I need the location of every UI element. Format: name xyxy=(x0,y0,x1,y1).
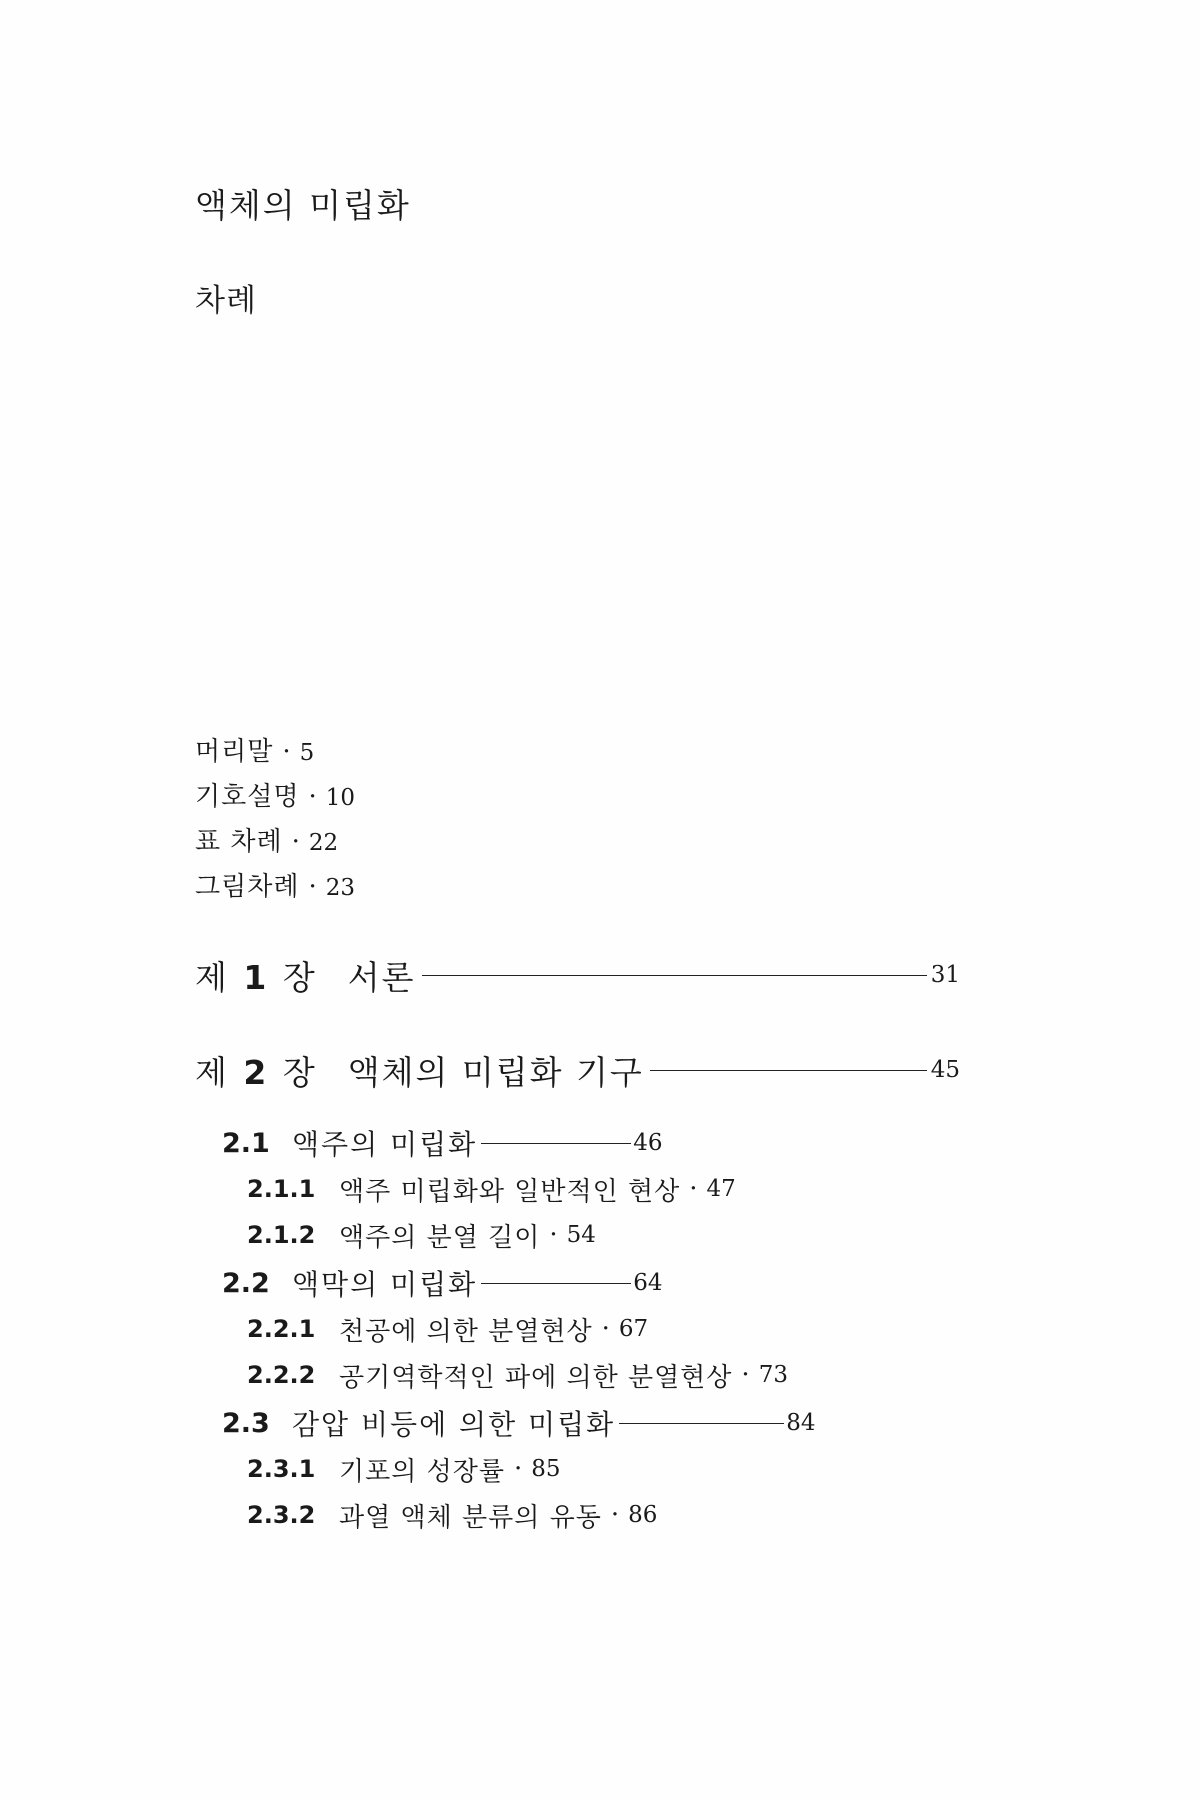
front-matter-label: 머리말 xyxy=(195,737,274,767)
section-title: 액막의 미립화 xyxy=(292,1268,478,1301)
section-number: 2.1 xyxy=(222,1127,270,1159)
chapter-number xyxy=(195,1047,318,1094)
subsection-number: 2.2.2 xyxy=(247,1361,316,1389)
leader-line xyxy=(481,1283,631,1284)
front-matter-item xyxy=(195,775,355,820)
page-number: 22 xyxy=(308,830,339,856)
page-number: 84 xyxy=(786,1410,816,1436)
page-number: 45 xyxy=(930,1057,960,1083)
subsection-title: 액주 미립화와 일반적인 현상 xyxy=(339,1176,681,1207)
page-number: 85 xyxy=(531,1456,561,1482)
separator-dot: · xyxy=(601,1314,610,1344)
section-entry xyxy=(222,1260,662,1306)
page-number: 67 xyxy=(618,1316,649,1342)
chapter-prefix: 제 xyxy=(195,957,230,997)
chapter-numeral: 2 xyxy=(243,1052,270,1092)
subsection-entry xyxy=(247,1166,736,1212)
subsection-entry xyxy=(247,1212,596,1258)
subsection-entry xyxy=(247,1446,561,1492)
front-matter-label: 그림차례 xyxy=(195,872,300,902)
page-number: 86 xyxy=(628,1502,658,1528)
subsection-title: 액주의 분열 길이 xyxy=(339,1222,541,1253)
subsection-entry xyxy=(247,1306,648,1352)
separator-dot: · xyxy=(513,1454,523,1484)
subsection-entry xyxy=(247,1352,788,1398)
section-entry xyxy=(222,1400,815,1446)
leader-line xyxy=(422,975,927,976)
front-matter-item xyxy=(195,820,355,865)
subsection-number: 2.3.2 xyxy=(247,1501,316,1529)
subsection-entry xyxy=(247,1492,657,1538)
section-title: 감압 비등에 의한 미립화 xyxy=(292,1408,616,1441)
subsection-number: 2.2.1 xyxy=(247,1315,316,1343)
subsection-title: 공기역학적인 파에 의한 분열현상 xyxy=(339,1362,733,1393)
chapter-suffix: 장 xyxy=(282,957,318,997)
subsection-title: 천공에 의한 분열현상 xyxy=(339,1316,593,1347)
subsection-title: 과열 액체 분류의 유동 xyxy=(339,1502,602,1533)
separator-dot: · xyxy=(549,1220,558,1250)
subsection-number: 2.3.1 xyxy=(247,1455,316,1483)
separator-dot: · xyxy=(282,737,291,767)
separator-dot: · xyxy=(610,1500,620,1530)
section-number: 2.3 xyxy=(222,1407,270,1439)
separator-dot: · xyxy=(308,872,317,902)
page-number: 5 xyxy=(299,740,315,766)
chapter-entry xyxy=(195,945,960,1005)
subsection-title: 기포의 성장률 xyxy=(339,1456,505,1487)
chapter-title: 서론 xyxy=(347,957,416,997)
chapter-numeral: 1 xyxy=(243,957,270,997)
separator-dot: · xyxy=(291,827,300,857)
page-number: 23 xyxy=(325,875,356,901)
front-matter-item xyxy=(195,865,355,910)
book-title: 액체의 미립화 xyxy=(195,186,411,225)
separator-dot: · xyxy=(308,782,317,812)
front-matter-label: 표 차례 xyxy=(195,827,283,857)
front-matter-label: 기호설명 xyxy=(195,782,300,812)
page-number: 47 xyxy=(706,1176,736,1202)
front-matter-item xyxy=(195,730,355,775)
chapter-prefix: 제 xyxy=(195,1052,230,1092)
leader-line xyxy=(481,1143,631,1144)
chapter-entry xyxy=(195,1040,960,1100)
chapter-number xyxy=(195,952,318,999)
section-number: 2.2 xyxy=(222,1267,270,1299)
page-number: 64 xyxy=(633,1270,663,1296)
subsection-number: 2.1.1 xyxy=(247,1175,316,1203)
toc-heading: 차례 xyxy=(195,283,257,319)
page-number: 73 xyxy=(758,1362,788,1388)
chapter-title: 액체의 미립화 기구 xyxy=(347,1052,644,1092)
page-number: 46 xyxy=(633,1130,663,1156)
page-number: 31 xyxy=(930,962,960,988)
subsection-number: 2.1.2 xyxy=(247,1221,316,1249)
section-title: 액주의 미립화 xyxy=(292,1128,478,1161)
page-number: 10 xyxy=(325,785,356,811)
section-entry xyxy=(222,1120,662,1166)
chapter-suffix: 장 xyxy=(282,1052,318,1092)
separator-dot: · xyxy=(741,1360,750,1390)
separator-dot: · xyxy=(689,1174,698,1204)
front-matter-list xyxy=(195,730,355,910)
page-number: 54 xyxy=(566,1222,596,1248)
leader-line xyxy=(650,1070,927,1071)
leader-line xyxy=(619,1423,784,1424)
